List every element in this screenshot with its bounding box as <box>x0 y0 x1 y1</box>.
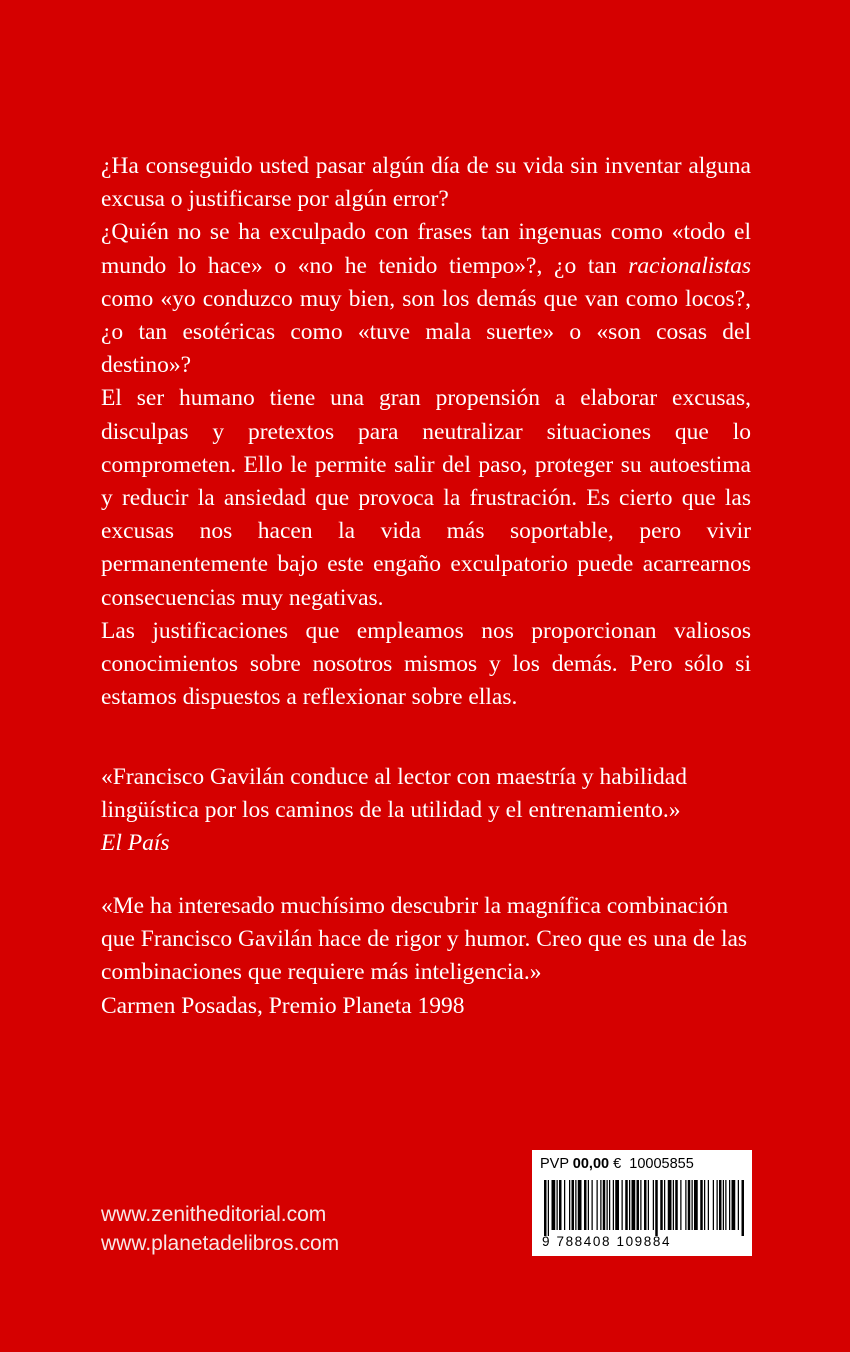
review-quote-source: Carmen Posadas, Premio Planeta 1998 <box>101 992 465 1019</box>
barcode-bar <box>729 1180 730 1230</box>
publisher-url-zenith[interactable]: www.zenitheditorial.com <box>101 1203 327 1226</box>
review-quote-text: «Me ha interesado muchísimo descubrir la magnífica combinación que Francisco Gavilán hace de rigor y humor. Creo que es una de las combinaciones que requiere más inteligencia.» <box>101 893 748 986</box>
barcode-bar <box>708 1180 709 1230</box>
barcode-bar <box>738 1180 739 1230</box>
barcode-bar <box>609 1180 610 1230</box>
barcode-bar <box>664 1180 665 1230</box>
publisher-urls <box>101 1200 339 1258</box>
barcode-bar <box>569 1180 570 1230</box>
barcode-bar <box>653 1180 654 1230</box>
blurb-paragraph-2-italic: racionalistas <box>628 252 751 279</box>
barcode-bar <box>572 1180 575 1230</box>
barcode-bar <box>692 1180 693 1230</box>
currency-symbol: € <box>613 1156 622 1172</box>
blurb-paragraph-2-text-b: como «yo conduzco muy bien, son los demás que van como locos?, ¿o tan esotéricas como «tuve mala suerte» o «son cosas del destino»? <box>101 285 751 379</box>
barcode-bar <box>603 1180 606 1230</box>
review-quote-2 <box>101 890 751 1023</box>
isbn-digits: 9 788408 109884 <box>542 1234 672 1249</box>
barcode-bar <box>607 1180 608 1230</box>
barcode-bar <box>719 1180 722 1230</box>
barcode-bar <box>688 1180 691 1230</box>
barcode-bar <box>685 1180 686 1230</box>
barcode-bar <box>578 1180 582 1230</box>
blurb-paragraph-2 <box>101 216 751 382</box>
barcode-bar <box>673 1180 674 1230</box>
barcode-bar <box>552 1180 556 1230</box>
barcode-bar <box>655 1180 658 1236</box>
barcode-bar <box>742 1180 745 1236</box>
publisher-url-planeta[interactable]: www.planetadelibros.com <box>101 1232 340 1255</box>
barcode-bar <box>575 1180 576 1230</box>
barcode-bar <box>625 1180 628 1230</box>
barcode-bar <box>640 1180 641 1230</box>
barcode-bar <box>615 1180 619 1230</box>
review-quote-text: «Francisco Gavilán conduce al lector con maestría y habilidad lingüística por los caminos de la utilidad y el entrenamiento.» <box>101 764 687 824</box>
barcode-bar <box>648 1180 649 1230</box>
book-blurb <box>101 150 751 714</box>
barcode-bar <box>660 1180 663 1230</box>
barcode-bar <box>704 1180 705 1230</box>
barcode-bar <box>564 1180 565 1230</box>
barcode-bar <box>544 1180 547 1236</box>
price-row <box>540 1156 694 1172</box>
barcode-bar <box>629 1180 630 1230</box>
barcode-bar <box>613 1180 614 1230</box>
barcode-bar <box>700 1180 703 1230</box>
review-quote-1 <box>101 761 751 861</box>
barcode-bar <box>600 1180 601 1230</box>
pvp-label: PVP <box>540 1156 569 1172</box>
barcode-bar <box>644 1180 647 1230</box>
barcode-bar <box>723 1180 724 1230</box>
barcode-bar <box>588 1180 589 1230</box>
barcode-bar <box>597 1180 598 1230</box>
barcode-bar <box>725 1180 726 1230</box>
barcode-bar <box>632 1180 636 1230</box>
barcode-bar <box>584 1180 587 1230</box>
barcode-bar <box>548 1180 549 1236</box>
product-code: 10005855 <box>629 1156 694 1172</box>
price-value: 00,00 <box>572 1156 610 1172</box>
barcode-bar <box>559 1180 562 1230</box>
barcode-bar <box>592 1180 593 1230</box>
barcode-bar <box>717 1180 718 1230</box>
barcode-bar <box>557 1180 558 1230</box>
barcode-bar <box>732 1180 736 1230</box>
blurb-paragraph-2-text-a: ¿Quién no se ha exculpado con frases tan ingenuas como «todo el mundo lo hace» o «no he tenido tiempo»?, ¿o tan <box>101 219 751 279</box>
barcode-bar <box>675 1180 678 1230</box>
blurb-paragraph-3: El ser humano tiene una gran propensión a elaborar excusas, disculpas y pretextos para neutralizar situaciones que lo comprometen. Ello le permite salir del paso, proteger su autoestima y reducir la ansiedad que provoca la frustración. Es cierto que las excusas nos hacen la vida más soportable, pero vivir permanentemente bajo este engaño exculpatorio puede acarrearnos consecuencias muy negativas. <box>101 385 751 611</box>
review-quote-source: El País <box>101 830 170 857</box>
barcode-bar <box>713 1180 714 1230</box>
blurb-paragraph-1: ¿Ha conseguido usted pasar algún día de su vida sin inventar alguna excusa o justificarse por algún error? <box>101 153 751 213</box>
barcode-bars <box>542 1180 746 1236</box>
barcode-bar <box>637 1180 640 1230</box>
blurb-paragraph-4: Las justificaciones que empleamos nos proporcionan valiosos conocimientos sobre nosotros mismos y los demás. Pero sólo si estamos dispuestos a reflexionar sobre ellas. <box>101 617 751 711</box>
barcode-bar <box>694 1180 698 1230</box>
barcode-bar <box>680 1180 681 1230</box>
barcode-label <box>532 1150 752 1256</box>
barcode-bar <box>668 1180 672 1230</box>
barcode-bar <box>622 1180 623 1230</box>
